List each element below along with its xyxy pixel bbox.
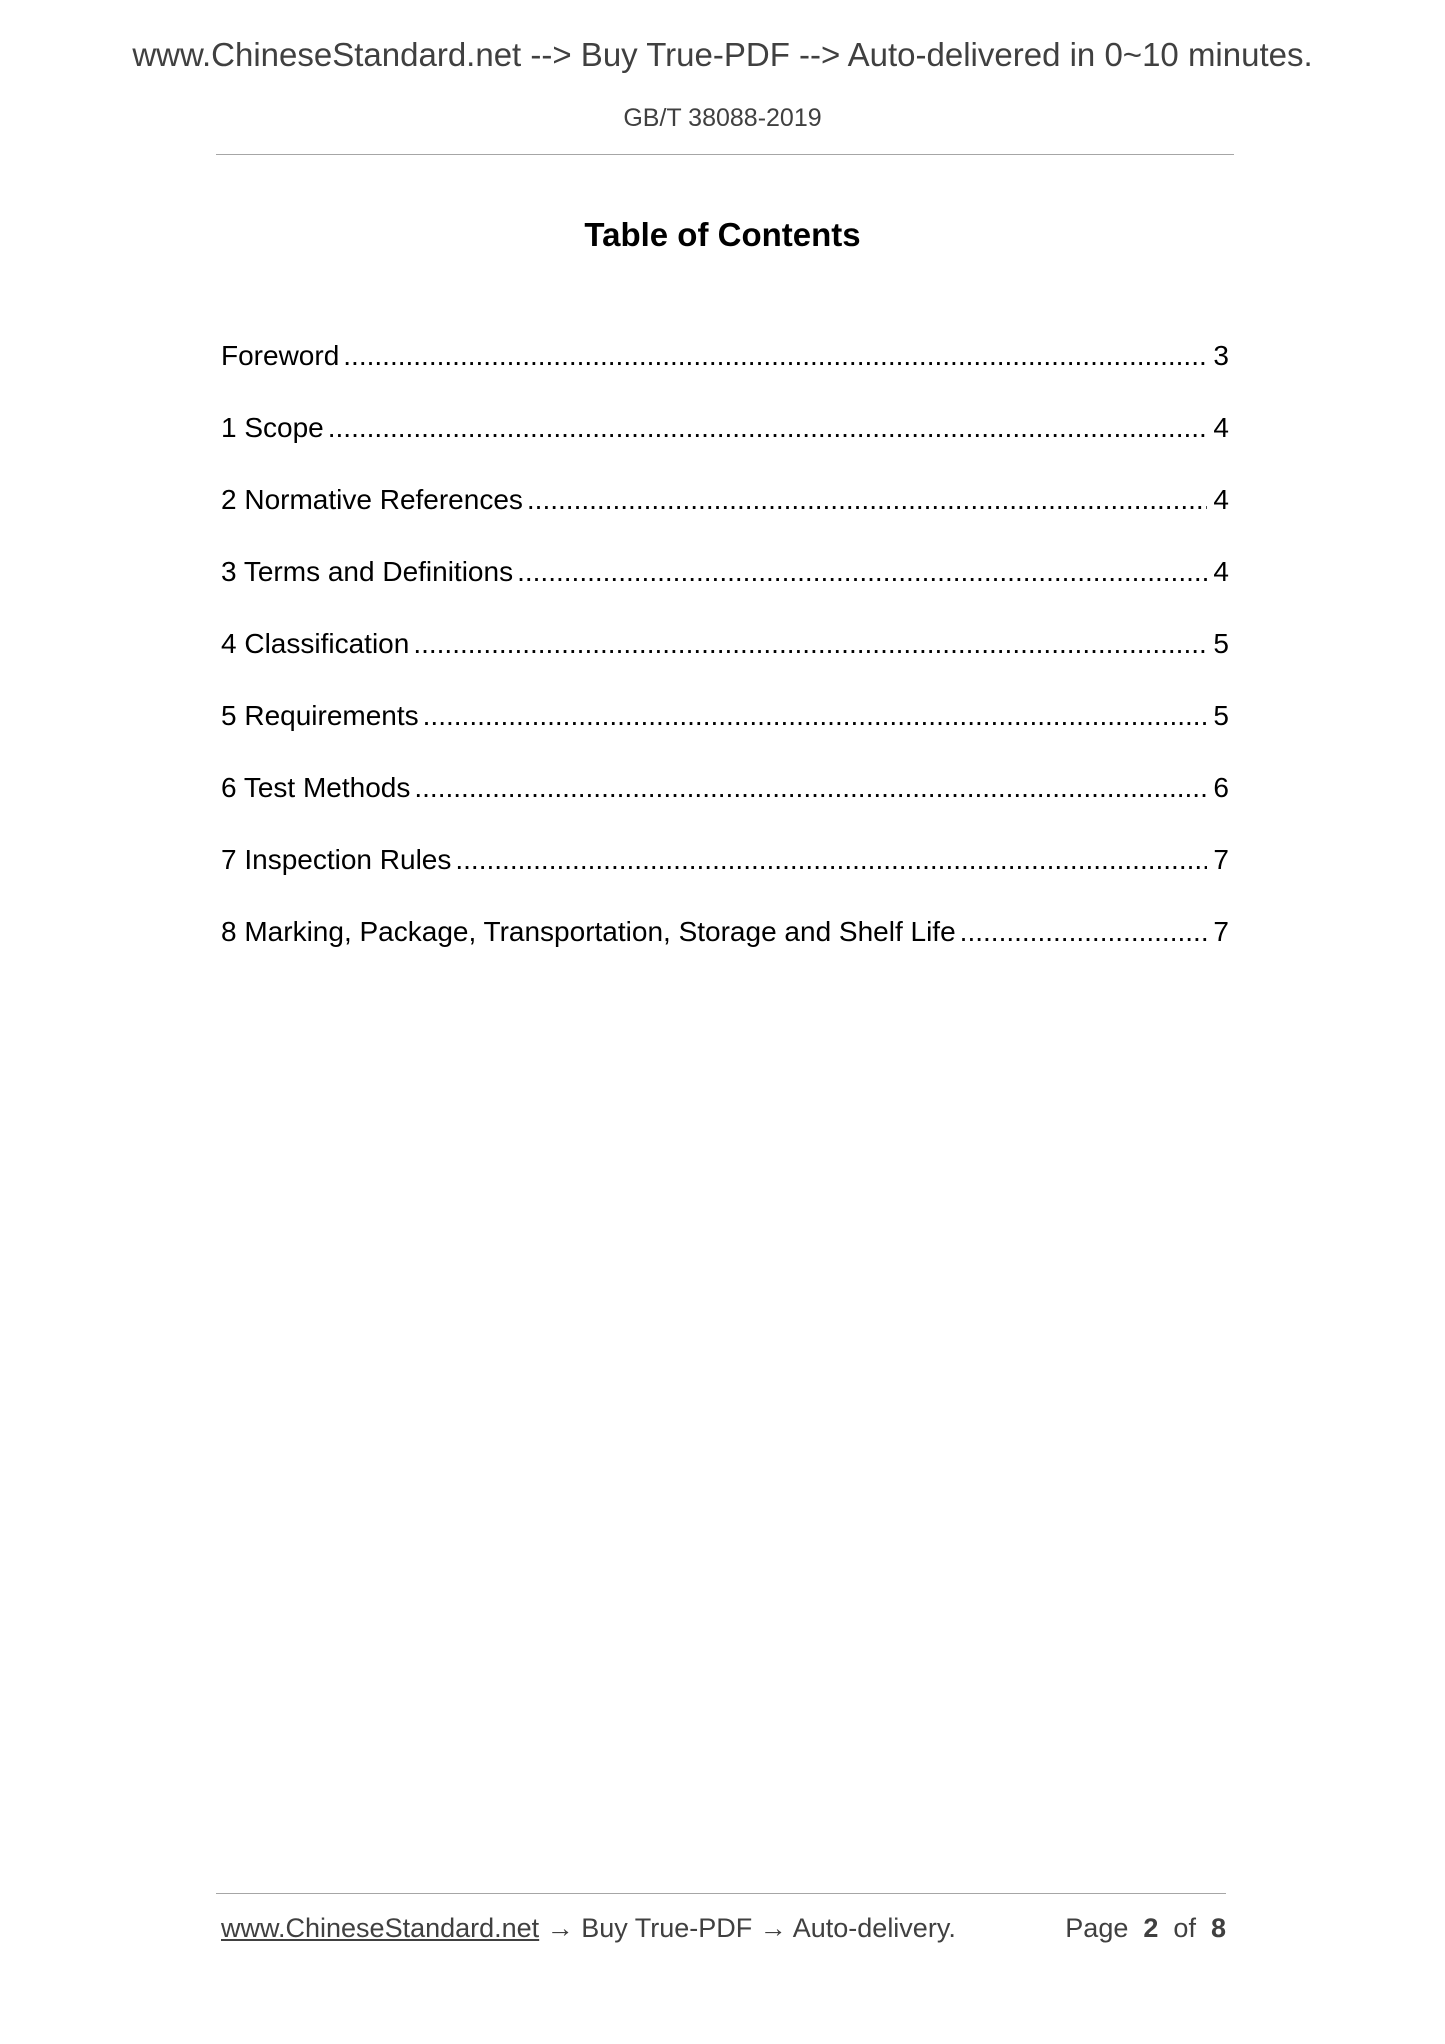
top-banner: www.ChineseStandard.net --> Buy True-PDF --> Auto-delivered in 0~10 minutes. xyxy=(132,36,1313,73)
toc-entry-test-methods[interactable] xyxy=(221,768,1229,840)
header-divider xyxy=(216,154,1234,155)
toc-entry-label: 3 Terms and Definitions xyxy=(221,556,514,587)
toc-dot-leader xyxy=(328,408,1208,448)
toc-dot-leader xyxy=(343,336,1207,376)
toc-entry-normative-references[interactable] xyxy=(221,480,1229,552)
toc-entry-page: 3 xyxy=(1213,340,1229,371)
toc-entry-terms-and-definitions[interactable] xyxy=(221,552,1229,624)
toc-entry-label: 6 Test Methods xyxy=(221,772,411,803)
document-code: GB/T 38088-2019 xyxy=(623,104,822,132)
toc-dot-leader xyxy=(960,912,1208,952)
toc-entry-page: 5 xyxy=(1213,700,1229,731)
footer-tagline: → Buy True-PDF → Auto-delivery. xyxy=(539,1913,956,1943)
footer-website-link[interactable]: www.ChineseStandard.net xyxy=(221,1913,540,1943)
toc-dot-leader xyxy=(455,840,1207,880)
toc-entry-page: 4 xyxy=(1213,484,1229,515)
page-indicator xyxy=(1065,1913,1226,1944)
toc-entry-label: 7 Inspection Rules xyxy=(221,844,452,875)
toc-entry-label: 1 Scope xyxy=(221,412,324,443)
toc-entry-marking-package-transportation[interactable] xyxy=(221,912,1229,984)
toc-entry-label: 4 Classification xyxy=(221,628,410,659)
toc-dot-leader xyxy=(423,696,1208,736)
toc-entry-page: 4 xyxy=(1213,556,1229,587)
toc-entry-label: 5 Requirements xyxy=(221,700,419,731)
toc-title: Table of Contents xyxy=(584,216,861,253)
footer-divider xyxy=(216,1893,1226,1894)
toc-entry-page: 6 xyxy=(1213,772,1229,803)
toc-dot-leader xyxy=(517,552,1207,592)
toc-entry-page: 4 xyxy=(1213,412,1229,443)
toc-dot-leader xyxy=(414,768,1207,808)
toc-entry-classification[interactable] xyxy=(221,624,1229,696)
toc-entry-label: 8 Marking, Package, Transportation, Storage and Shelf Life xyxy=(221,916,956,947)
toc-entry-label: 2 Normative References xyxy=(221,484,523,515)
table-of-contents xyxy=(221,336,1229,984)
toc-dot-leader xyxy=(413,624,1207,664)
toc-entry-inspection-rules[interactable] xyxy=(221,840,1229,912)
page-word: Page xyxy=(1065,1913,1129,1943)
page-footer xyxy=(221,1913,1226,1944)
toc-entry-page: 7 xyxy=(1213,916,1229,947)
toc-entry-label: Foreword xyxy=(221,340,340,371)
toc-dot-leader xyxy=(527,480,1208,520)
toc-entry-page: 7 xyxy=(1213,844,1229,875)
toc-entry-page: 5 xyxy=(1213,628,1229,659)
total-page-count: 8 xyxy=(1210,1913,1226,1943)
of-word: of xyxy=(1173,1913,1196,1943)
toc-entry-scope[interactable] xyxy=(221,408,1229,480)
toc-entry-requirements[interactable] xyxy=(221,696,1229,768)
current-page-number: 2 xyxy=(1143,1913,1159,1943)
toc-entry-foreword[interactable] xyxy=(221,336,1229,408)
